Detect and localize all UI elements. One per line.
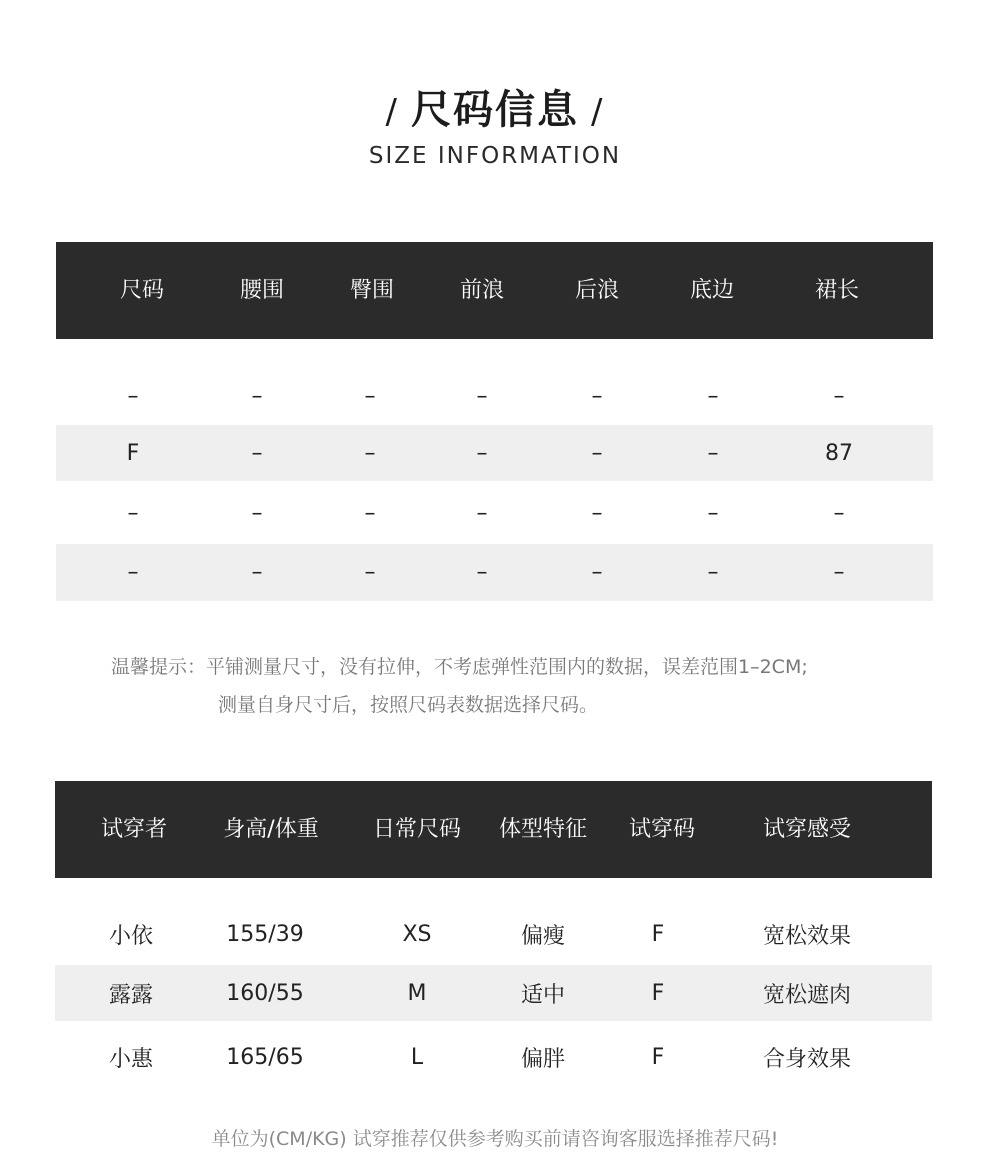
size-cell: – — [833, 383, 845, 409]
size-cell: – — [364, 440, 376, 466]
size-cell: – — [591, 383, 603, 409]
fit-header-cell: 日常尺码 — [372, 817, 462, 842]
fit-cell: F — [651, 1044, 665, 1070]
fit-cell: M — [407, 980, 427, 1006]
size-cell: – — [707, 383, 719, 409]
size-cell: – — [707, 560, 719, 585]
fit-cell: 偏瘦 — [520, 923, 566, 949]
size-cell: – — [364, 383, 376, 409]
size-cell: – — [707, 440, 719, 466]
size-cell: – — [364, 560, 376, 585]
fit-cell: 165/65 — [226, 1044, 304, 1070]
table-row — [56, 425, 933, 481]
fit-cell: 合身效果 — [762, 1046, 852, 1072]
title-slash-left: / — [385, 92, 399, 132]
measurement-note — [111, 648, 808, 724]
size-table-header — [56, 242, 933, 339]
fit-cell: 小依 — [108, 923, 154, 949]
note-line-2: 测量自身尺寸后，按照尺码表数据选择尺码。 — [218, 694, 599, 716]
size-cell: – — [251, 560, 263, 585]
size-cell: – — [476, 440, 488, 466]
page-title-text: 尺码信息 — [411, 87, 579, 133]
fit-header-cell: 身高/体重 — [223, 817, 319, 842]
fit-table-header — [55, 781, 932, 878]
fit-cell: L — [410, 1044, 424, 1070]
size-cell: – — [833, 560, 845, 585]
size-header-cell: 腰围 — [239, 278, 285, 303]
fit-header-cell: 试穿感受 — [762, 817, 852, 842]
title-slash-right: / — [591, 92, 605, 132]
size-cell: – — [591, 560, 603, 585]
size-cell: – — [251, 440, 263, 466]
size-cell: – — [251, 500, 263, 526]
size-cell: – — [476, 500, 488, 526]
size-cell: – — [707, 500, 719, 526]
note-line-1: 温馨提示：平铺测量尺寸，没有拉伸，不考虑弹性范围内的数据，误差范围1–2CM; — [111, 656, 808, 678]
fit-header-cell: 试穿码 — [628, 817, 696, 842]
fit-cell: 160/55 — [226, 980, 304, 1006]
fit-cell: F — [651, 980, 665, 1006]
fit-header-cell: 试穿者 — [100, 817, 168, 842]
table-row — [56, 485, 933, 541]
fit-cell: 宽松效果 — [762, 923, 852, 949]
size-cell: – — [364, 500, 376, 526]
size-header-cell: 裙长 — [814, 278, 860, 303]
fit-cell: 155/39 — [226, 921, 304, 947]
size-cell: – — [591, 500, 603, 526]
fit-cell: 偏胖 — [520, 1046, 566, 1072]
fit-cell: 宽松遮肉 — [762, 982, 852, 1008]
page-title — [374, 87, 617, 133]
table-row — [55, 965, 932, 1021]
fit-cell: 小惠 — [108, 1046, 154, 1072]
size-header-cell: 底边 — [689, 278, 735, 303]
page-subtitle: SIZE INFORMATION — [368, 143, 622, 169]
size-cell: – — [591, 440, 603, 466]
size-cell: – — [127, 560, 139, 585]
size-cell: 87 — [825, 440, 853, 466]
table-row — [56, 544, 933, 601]
table-row — [56, 367, 933, 425]
footer-note: 单位为(CM/KG) 试穿推荐仅供参考购买前请咨询客服选择推荐尺码! — [211, 1128, 779, 1150]
size-cell: – — [476, 560, 488, 585]
size-header-cell: 后浪 — [574, 278, 620, 303]
size-header-cell: 臀围 — [349, 278, 395, 303]
fit-cell: 露露 — [108, 982, 154, 1008]
size-header-cell: 尺码 — [119, 278, 165, 303]
size-cell: – — [833, 500, 845, 526]
table-row — [55, 904, 932, 964]
size-cell: – — [127, 383, 139, 409]
table-row — [55, 1027, 932, 1087]
fit-cell: XS — [402, 921, 432, 947]
title-block — [0, 78, 990, 135]
fit-table — [55, 781, 932, 1072]
size-table — [56, 242, 933, 602]
size-cell: – — [476, 383, 488, 409]
fit-cell: F — [651, 921, 665, 947]
fit-cell: 适中 — [520, 982, 566, 1008]
size-header-cell: 前浪 — [459, 278, 505, 303]
size-cell: – — [127, 500, 139, 526]
size-cell: F — [126, 440, 140, 466]
fit-header-cell: 体型特征 — [498, 817, 588, 842]
size-cell: – — [251, 383, 263, 409]
